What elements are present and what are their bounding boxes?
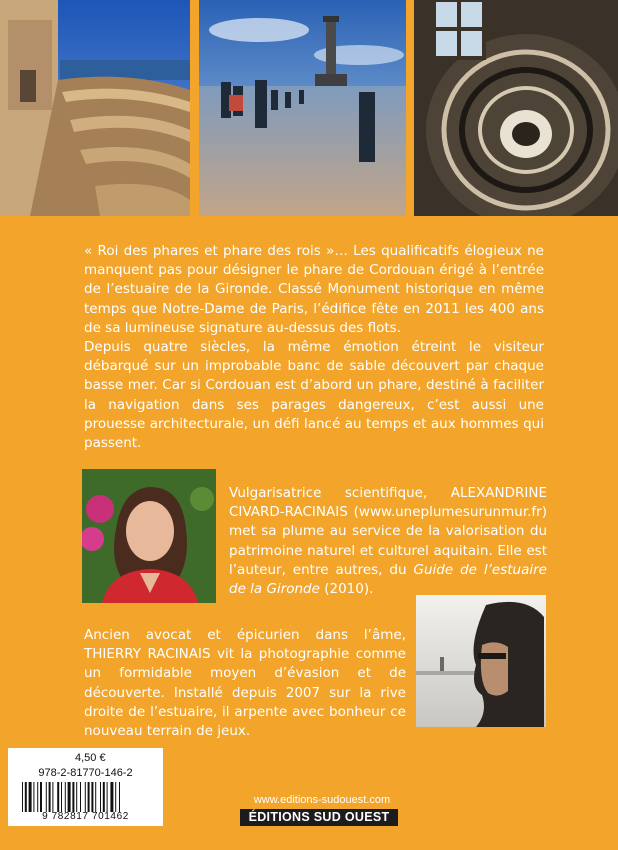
book-title: Guide de l’estuaire de la Gironde [229, 561, 547, 598]
intro-paragraph-2: Depuis quatre siècles, la même émotion étreint le visiteur débarqué sur un improbable banc de sable découvert par chaque basse mer. Car si Cordouan est d’abord un phare, destiné à faciliter la navigation dans ses parages dangereux, c’est aussi une prouesse architecturale, un défi lancé au temps et aux hommes qui passent. [84, 339, 544, 452]
price: 4,50 € [75, 752, 106, 764]
author-bio-text-1: Vulgarisatrice scientifique, ALEXANDRINE CIVARD-RACINAIS (www.uneplumesurunmur.fr) met sa plume au service de la valorisation du patrimoine naturel et culturel aquitain. Elle est l’auteur, entre autres, du [229, 485, 547, 578]
barcode-digits: 9 782817 701462 [42, 811, 129, 822]
author-bio-text-2: (2010). [319, 581, 374, 598]
publisher-website[interactable]: www.editions-sudouest.com [253, 794, 391, 806]
intro-text [84, 242, 544, 453]
spiral-staircase-photo [414, 0, 618, 216]
isbn: 978-2-81770-146-2 [38, 767, 133, 779]
barcode-label [8, 748, 163, 826]
publisher-logo: ÉDITIONS SUD OUEST [240, 809, 398, 826]
alexandrine-portrait-photo [82, 469, 216, 603]
barcode-bars [22, 782, 150, 812]
author-biography [229, 484, 547, 599]
lighthouse-gallery-photo [0, 0, 190, 216]
intro-paragraph-1: « Roi des phares et phare des rois »… Les qualificatifs élogieux ne manquent pas pour désigner le phare de Cordouan érigé à l’entrée de l’estuaire de la Gironde. Classé Monument historique en même temps que Notre-Dame de Paris, l’édifice fête en 2011 les 400 ans de sa lumineuse signature au-dessus des flots. [84, 243, 544, 336]
photographer-biography: Ancien avocat et épicurien dans l’âme, THIERRY RACINAIS vit la photographie comme un formidable moyen d’évasion et de découverte. Installé depuis 2007 sur la rive droite de l’estuaire, il arpente avec bonheur ce nouveau terrain de jeux. [84, 627, 406, 740]
visitors-at-low-tide-photo [199, 0, 406, 216]
thierry-portrait-photo [416, 595, 546, 727]
